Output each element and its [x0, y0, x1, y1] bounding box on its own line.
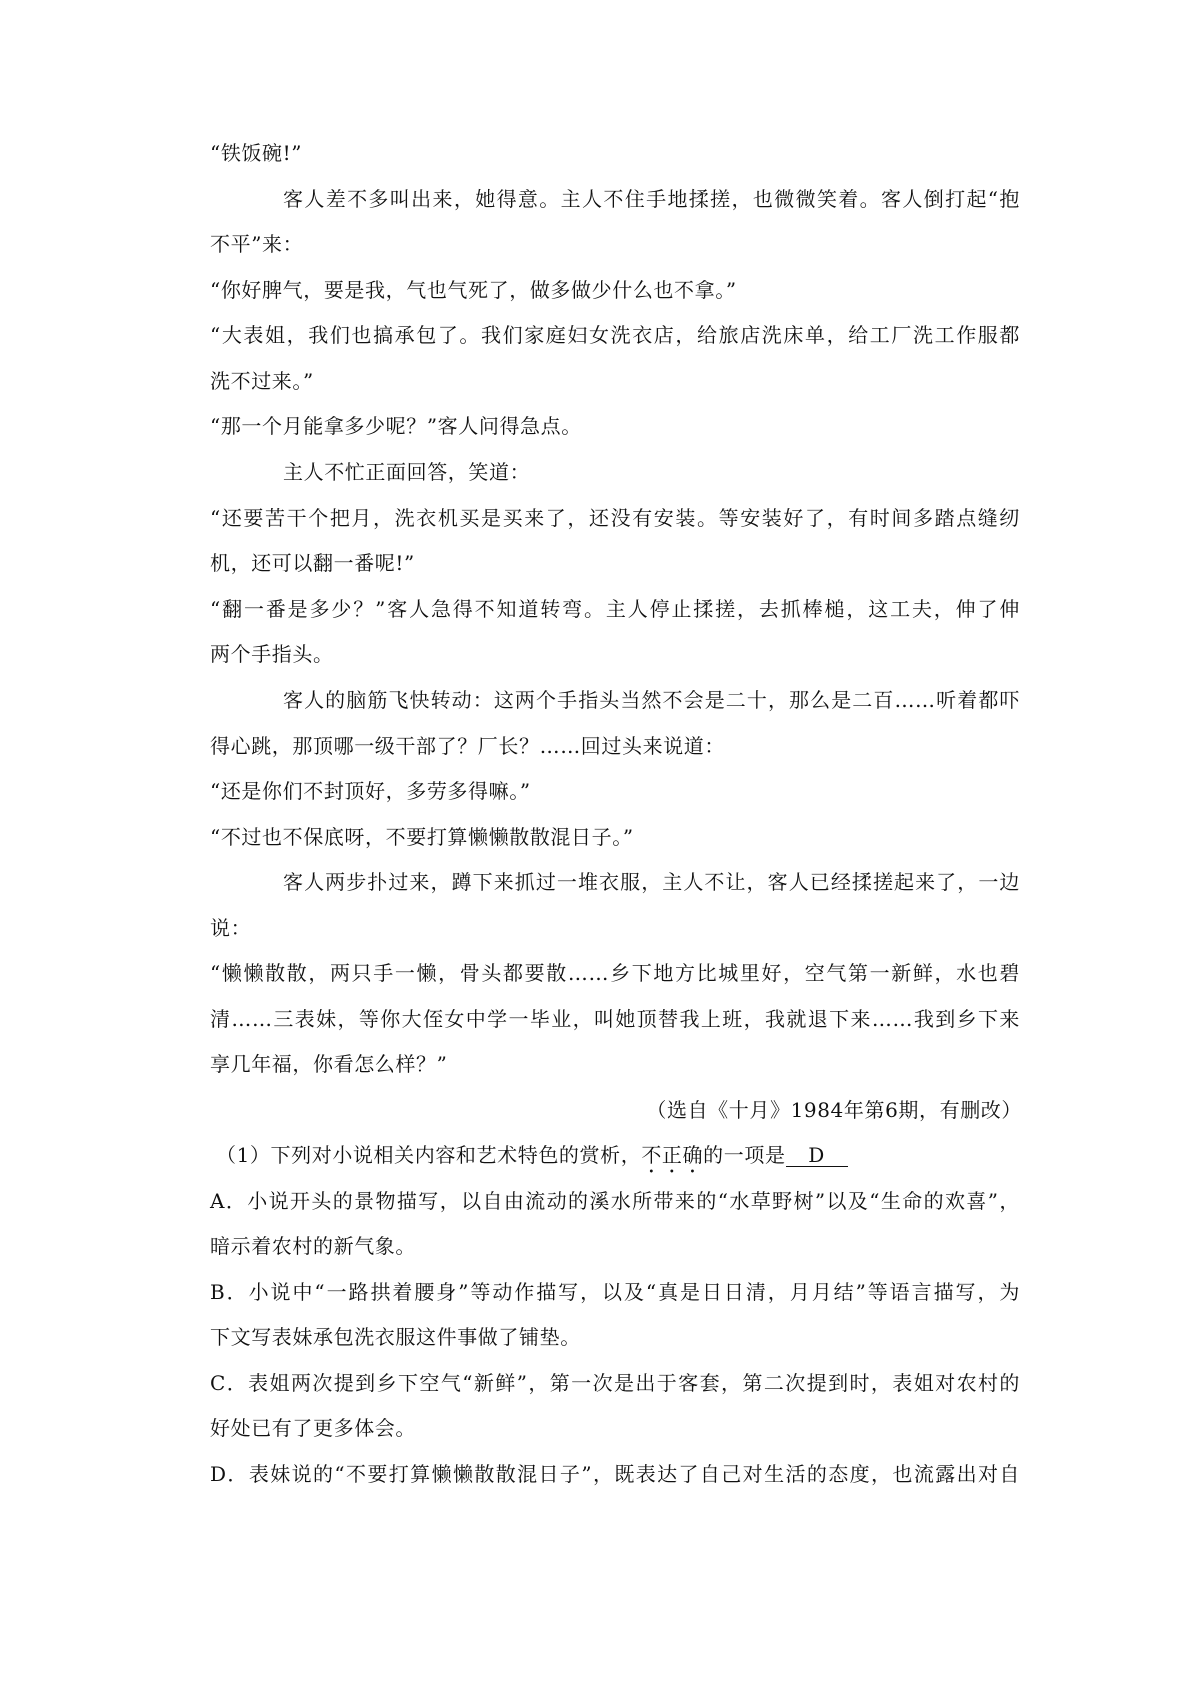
- passage-line: “你好脾气，要是我，气也气死了，做多做少什么也不拿。”: [210, 278, 737, 302]
- passage-line: 客人的脑筋飞快转动：这两个手指头当然不会是二十，那么是二百……听着都吓: [283, 688, 1020, 712]
- option-d-line: D．表妹说的“不要打算懒懒散散混日子”，既表达了自己对生活的态度，也流露出对自: [210, 1462, 1020, 1486]
- option-b-line: 下文写表妹承包洗衣服这件事做了铺垫。: [210, 1325, 581, 1349]
- passage-line: 客人差不多叫出来，她得意。主人不住手地揉搓，也微微笑着。客人倒打起“抱: [283, 187, 1020, 211]
- option-b-line: B．小说中“一路拱着腰身”等动作描写，以及“真是日日清，月月结”等语言描写，为: [210, 1280, 1020, 1304]
- passage-line: 主人不忙正面回答，笑道：: [283, 460, 531, 484]
- answer-blank: D: [786, 1144, 848, 1167]
- passage-line: “那一个月能拿多少呢？”客人问得急点。: [210, 414, 582, 438]
- option-c-line: C．表姐两次提到乡下空气“新鲜”，第一次是出于客套，第二次提到时，表姐对农村的: [210, 1371, 1020, 1395]
- passage-line: “大表姐，我们也搞承包了。我们家庭妇女洗衣店，给旅店洗床单，给工厂洗工作服都: [210, 323, 1020, 347]
- passage-line: 机，还可以翻一番呢!”: [210, 551, 415, 575]
- question-suffix: 的一项是: [703, 1143, 786, 1167]
- question-prefix: （1）下列对小说相关内容和艺术特色的赏析，: [216, 1143, 642, 1167]
- passage-line: 洗不过来。”: [210, 369, 314, 393]
- passage-line: “还是你们不封顶好，多劳多得嘛。”: [210, 779, 531, 803]
- passage-line: “不过也不保底呀，不要打算懒懒散散混日子。”: [210, 825, 634, 849]
- option-a-line: 暗示着农村的新气象。: [210, 1234, 416, 1258]
- question-stem: [216, 1140, 1026, 1178]
- emphasis-text: 不正确: [641, 1143, 704, 1167]
- passage-line: 得心跳，那顶哪一级干部了？厂长？……回过头来说道：: [210, 734, 725, 758]
- option-a-line: A．小说开头的景物描写，以自由流动的溪水所带来的“水草野树”以及“生命的欢喜”，: [210, 1189, 1020, 1213]
- source-citation: （选自《十月》1984年第6期，有删改）: [646, 1098, 1022, 1122]
- passage-line: “还要苦干个把月，洗衣机买是买来了，还没有安装。等安装好了，有时间多踏点缝纫: [210, 506, 1020, 530]
- passage-line: “翻一番是多少？”客人急得不知道转弯。主人停止揉搓，去抓棒槌，这工夫，伸了伸: [210, 597, 1020, 621]
- passage-line: 不平”来：: [210, 232, 304, 256]
- passage-line: 两个手指头。: [210, 642, 334, 666]
- passage-line: 清……三表妹，等你大侄女中学一毕业，叫她顶替我上班，我就退下来……我到乡下来: [210, 1007, 1020, 1031]
- passage-line: 说：: [210, 916, 252, 940]
- passage-line: “懒懒散散，两只手一懒，骨头都要散……乡下地方比城里好，空气第一新鲜，水也碧: [210, 961, 1020, 985]
- passage-line: 客人两步扑过来，蹲下来抓过一堆衣服，主人不让，客人已经揉搓起来了，一边: [283, 870, 1020, 894]
- option-c-line: 好处已有了更多体会。: [210, 1416, 416, 1440]
- passage-line: “铁饭碗!”: [210, 141, 303, 165]
- passage-line: 享几年福，你看怎么样？”: [210, 1052, 448, 1076]
